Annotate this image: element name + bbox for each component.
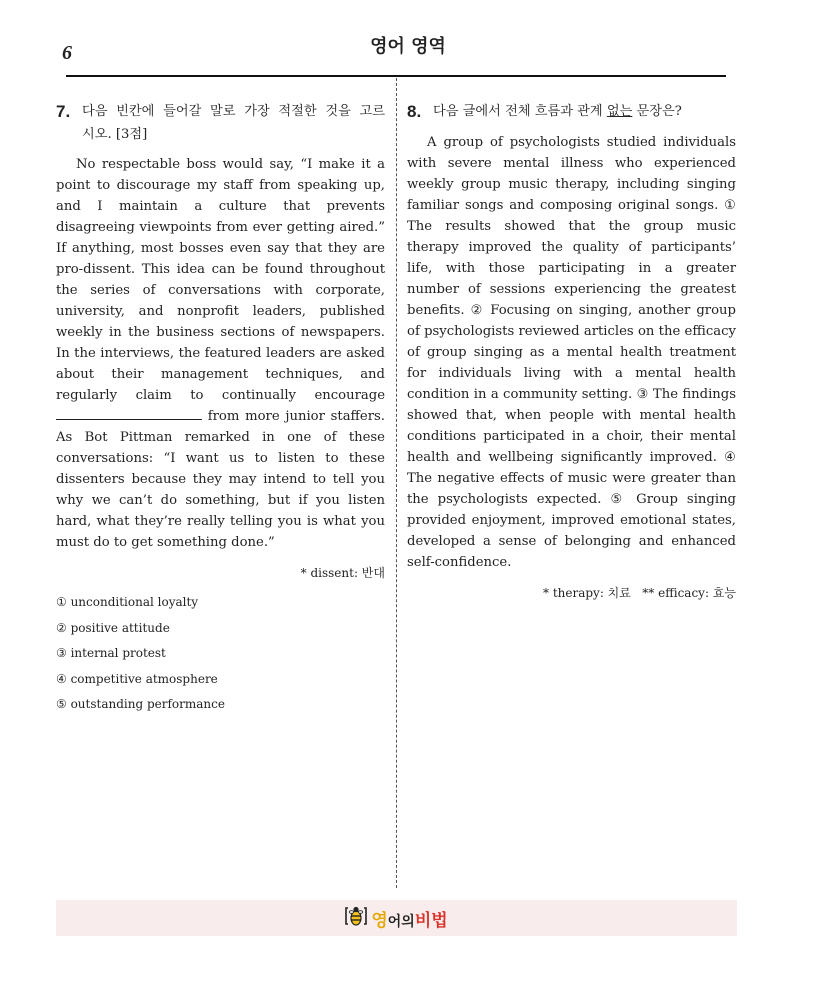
passage-text-part1: No respectable boss would say, “I make it a point to discourage my staff from speaking up, and I maintain a culture that prevents disagreeing viewpoints from ever getting aired.” If anything, most bosses even say that they are pro-dissent. This idea can be found throughout the series of conversations with corporate, university, and nonprofit leaders, published weekly in the business sections of newspapers. In the interviews, the featured leaders are asked about their management techniques, and regularly claim to continually encourage: [56, 157, 385, 403]
choice-5[interactable]: ⑤ outstanding performance: [56, 697, 225, 711]
prompt-before: 다음 글에서 전체 흐름과 관계: [433, 104, 603, 119]
footer-band: [56, 900, 737, 936]
choice-4[interactable]: ④ competitive atmosphere: [56, 671, 218, 686]
question-7-prompt-continued: 시오. [3점]: [82, 127, 148, 142]
page-number: 6: [62, 42, 72, 64]
question-7-header: [56, 100, 385, 124]
choice-2[interactable]: ② positive attitude: [56, 620, 170, 635]
question-8-passage: A group of psychologists studied individuals with severe mental illness who experienced weekly group music therapy, including singing familiar songs and composing original songs. ① The results showed that the group music therapy improved the quality of participants’ life, with those participating in a greater number of sessions experiencing the greatest benefits. ② Focusing on singing, another group of psychologists reviewed articles on the efficacy of group singing as a mental health treatment for individuals living with a mental health condition in a community setting. ③ The findings showed that, when people with mental health conditions participated in a choir, their mental health and wellbeing significantly improved. ④ The negative effects of music were greater than the psychologists expected. ⑤ Group singing provided enjoyment, improved emotional states, developed a sense of belonging and enhanced self-confidence.: [407, 135, 736, 570]
question-7-footnote: * dissent: 반대: [300, 566, 385, 580]
question-8-number: 8.: [407, 102, 422, 121]
question-7-number: 7.: [56, 102, 71, 121]
question-7-passage: [56, 154, 385, 553]
question-8: [407, 100, 736, 604]
header-rule: [66, 75, 726, 77]
question-7-prompt: 다음 빈칸에 들어갈 말로 가장 적절한 것을 고르: [82, 104, 385, 119]
bee-icon: [345, 904, 367, 932]
prompt-underlined: 없는: [606, 104, 633, 119]
question-7: [56, 100, 385, 718]
question-7-choices: [56, 590, 385, 718]
page-title: 영어 영역: [370, 36, 446, 57]
question-8-footnote: * therapy: 치료 ** efficacy: 효능: [543, 586, 736, 600]
logo-text: 영어의비법: [371, 910, 448, 931]
brand-logo: [345, 904, 447, 932]
choice-1[interactable]: ① unconditional loyalty: [56, 595, 199, 609]
question-8-prompt: [433, 100, 736, 124]
column-divider: [396, 78, 397, 888]
question-8-header: [407, 100, 736, 124]
answer-blank: [56, 407, 202, 420]
choice-3[interactable]: ③ internal protest: [56, 646, 166, 660]
prompt-after: 문장은?: [636, 104, 682, 119]
passage-text-part2: from more junior staffers. As Bot Pittman remarked in one of these conversations: “I want us to listen to these dissenters because they may intend to tell you why we can’t do something, but if you listen hard, what they’re really telling you is what you must do to get something done.”: [56, 409, 385, 550]
